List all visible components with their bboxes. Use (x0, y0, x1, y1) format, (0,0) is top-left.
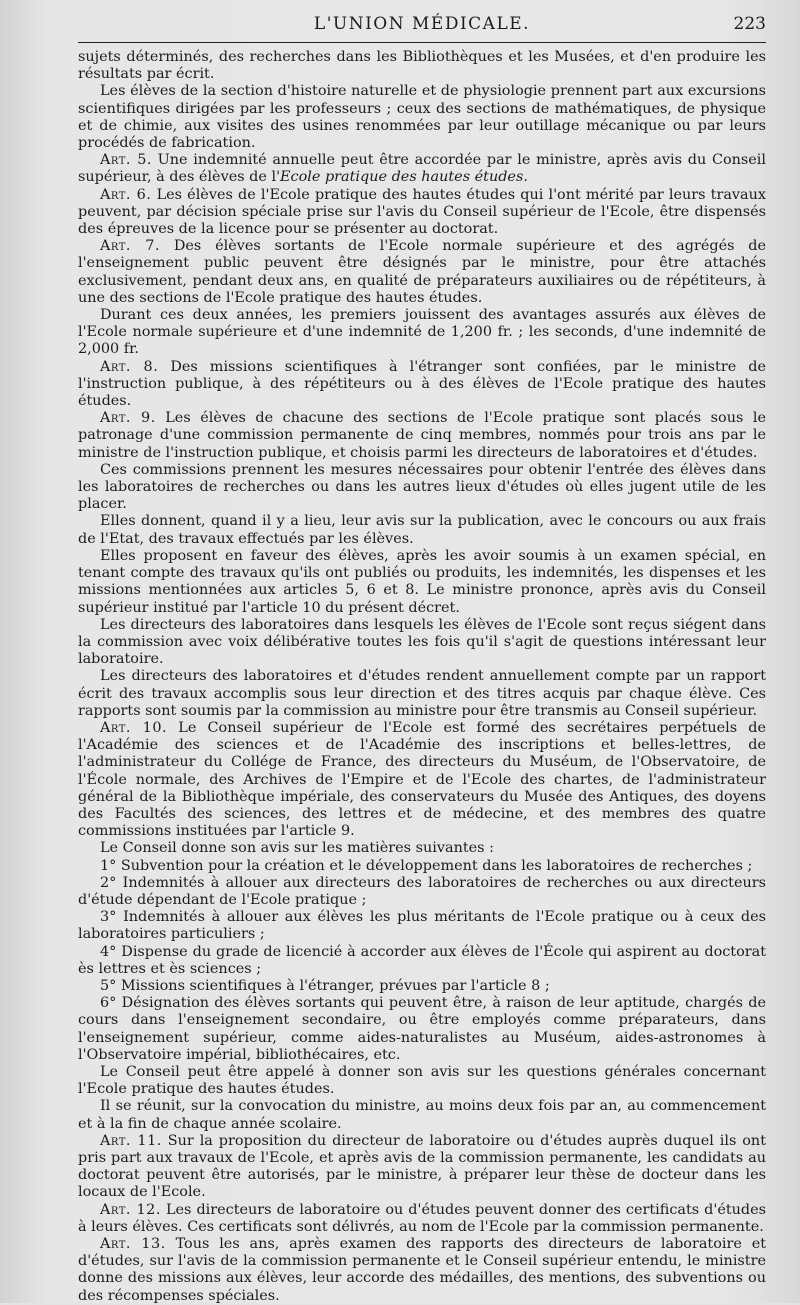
paragraph (78, 617, 766, 669)
page-header (78, 8, 766, 38)
article-label: Art. 11. (100, 1132, 162, 1149)
paragraph-text: Ces commissions prennent les mesures nécessaires pour obtenir l'entrée des élèves dans les laboratoires de recherches ou dans les autres lieux d'études où elles jugent utile de les placer. (78, 461, 766, 513)
paragraph (78, 909, 766, 943)
paragraph (78, 875, 766, 909)
paragraph-text: 3° Indemnités à allouer aux élèves les plus méritants de l'Ecole pratique ou à ceux des laboratoires particuliers ; (78, 909, 766, 943)
paragraph (78, 944, 766, 978)
paragraph (78, 49, 766, 83)
paragraph-text: Des élèves sortants de l'Ecole normale supérieure et des agrégés de l'enseignement public peuvent être désignés par le ministre, pour être attachés exclusivement, pendant deux ans, en qualité de préparateurs auxiliaires ou de répétiteurs, à une des sections de l'Ecole pratique des hautes études. (78, 238, 766, 306)
paragraph-text: Le Conseil donne son avis sur les matières suivantes : (100, 840, 494, 857)
paragraph (78, 238, 766, 307)
paragraph-text: Elles proposent en faveur des élèves, après les avoir soumis à un examen spécial, en tenant compte des travaux qu'ils ont publiés ou produits, les indemnités, les dispenses et les missions mentionnées aux articles 5, 6 et 8. Le ministre prononce, après avis du Conseil supérieur institué par l'article 10 du présent décret. (78, 547, 766, 616)
paragraph (78, 83, 766, 152)
paragraph-text: 6° Désignation des élèves sortants qui peuvent être, à raison de leur aptitude, chargés de cours dans l'enseignement secondaire, ou être employés comme préparateurs, dans l'enseignement supérieur, comme aides-naturalistes au Muséum, aides-astronomes à l'Observatoire impérial, bibliothécaires, etc. (78, 995, 766, 1063)
paragraph-text: Les élèves de la section d'histoire naturelle et de physiologie prennent part aux excursions scientifiques dirigées par les professeurs ; ceux des sections de mathématiques, de physique et de chimie, aux visites des usines renommées par leur outillage mécanique ou par leurs procédés de fabrication. (78, 83, 766, 152)
paragraph (78, 858, 766, 875)
paragraph-text: Les élèves de l'Ecole pratique des hautes études qui l'ont mérité par leurs travaux peuvent, par décision spéciale prise sur l'avis du Conseil supérieur de l'Ecole, être dispensés des épreuves de la licence pour se présenter au doctorat. (78, 186, 767, 238)
paragraph-text: Les élèves de chacune des sections de l'Ecole pratique sont placés sous le patronage d'une commission permanente de cinq membres, nommés pour trois ans par le ministre de l'instruction publique, et choisis parmi les directeurs de laboratoires et d'études. (78, 410, 766, 461)
paragraph-text: sujets déterminés, des recherches dans les Bibliothèques et les Musées, et d'en produire les résultats par écrit. (78, 49, 766, 83)
italic-title: Ecole pratique des hautes études. (280, 169, 528, 186)
paragraph (78, 1236, 766, 1305)
article-label: Art. 10. (100, 719, 168, 736)
paragraph-text: Elles donnent, quand il y a lieu, leur avis sur la publication, avec le concours ou aux frais de l'Etat, des travaux effectués par les élèves. (78, 513, 766, 547)
running-title: L'UNION MÉDICALE. (313, 14, 531, 34)
paragraph-text: 5° Missions scientifiques à l'étranger, prévues par l'article 8 ; (100, 977, 550, 994)
paragraph (78, 720, 766, 840)
paragraph (78, 513, 766, 547)
paragraph-text: Le Conseil peut être appelé à donner son avis sur les questions générales concernant l'Ecole pratique des hautes études. (78, 1063, 766, 1098)
paragraph (78, 152, 766, 186)
paragraph-text: Une indemnité annuelle peut être accordée par le ministre, après avis du Conseil supérieur, à des élèves de l' (78, 152, 766, 186)
paragraph-text: Durant ces deux années, les premiers jouissent des avantages assurés aux élèves de l'Ecole normale supérieure et d'une indemnité de 1,200 fr. ; les seconds, d'une indemnité de 2,000 fr. (78, 307, 766, 358)
paragraph-text: 4° Dispense du grade de licencié à accorder aux élèves de l'École qui aspirent au doctorat ès lettres et ès sciences ; (78, 943, 766, 977)
article-label: Art. 13. (100, 1236, 166, 1253)
header-rule (78, 42, 766, 43)
page-number: 223 (733, 14, 766, 34)
paragraph (78, 1098, 766, 1132)
body-text (78, 49, 766, 1305)
paragraph (78, 840, 766, 857)
article-label: Art. 8. (100, 358, 159, 375)
paragraph (78, 1064, 766, 1098)
paragraph-text: Les directeurs de laboratoire ou d'études peuvent donner des certificats d'études à leurs élèves. Ces certificats sont délivrés, au nom de l'Ecole par la commission permanente. (78, 1201, 767, 1235)
paragraph (78, 307, 766, 359)
paragraph (78, 548, 766, 617)
paragraph-text: 2° Indemnités à allouer aux directeurs des laboratoires de recherches ou aux directeurs d'étude dépendant de l'Ecole pratique ; (78, 874, 766, 908)
article-label: Art. 12. (100, 1201, 161, 1218)
paragraph-text: Tous les ans, après examen des rapports des directeurs de laboratoire et d'études, sur l'avis de la commission permanente et le Conseil supérieur entendu, le ministre donne des missions aux élèves, leur accorde des médailles, des mentions, des subventions ou des récompenses spéciales. (78, 1236, 766, 1304)
paragraph (78, 359, 766, 411)
article-label: Art. 5. (100, 152, 152, 169)
paragraph (78, 995, 766, 1064)
paragraph-text: Il se réunit, sur la convocation du ministre, au moins deux fois par an, au commencement et à la fin de chaque année scolaire. (78, 1098, 766, 1132)
paragraph (78, 1202, 766, 1236)
paragraph-text: Le Conseil supérieur de l'Ecole est formé des secrétaires perpétuels de l'Académie des sciences et de l'Académie des inscriptions et belles-lettres, de l'administrateur du Collége de France, des directeurs du Muséum, de l'Observatoire, de l'École normale, des Archives de l'Empire et de l'Ecole des chartes, de l'administrateur général de la Bibliothèque impériale, des conservateurs du Musée des Antiques, des doyens des Facultés des sciences, des lettres et de médecine, et des membres des quatre commissions instituées par l'article 9. (78, 719, 767, 840)
paragraph-text: 1° Subvention pour la création et le développement dans les laboratoires de recherches ; (100, 857, 753, 874)
paragraph-text: Des missions scientifiques à l'étranger sont confiées, par le ministre de l'instruction publique, à des répétiteurs ou à des élèves de l'Ecole pratique des hautes études. (78, 358, 766, 410)
paragraph (78, 978, 766, 995)
paragraph (78, 187, 766, 239)
paragraph (78, 462, 766, 514)
article-label: Art. 6. (100, 186, 152, 203)
paragraph (78, 1133, 766, 1202)
paragraph-text: Les directeurs des laboratoires dans lesquels les élèves de l'Ecole sont reçus siégent dans la commission avec voix délibérative toutes les fois qu'il s'agit de questions intéressant leur laboratoire. (78, 616, 766, 668)
article-label: Art. 9. (100, 410, 156, 427)
paragraph (78, 668, 766, 720)
article-label: Art. 7. (100, 238, 161, 255)
paragraph-text: Les directeurs des laboratoires et d'études rendent annuellement compte par un rapport écrit des travaux accomplis sous leur direction et des titres acquis par chaque élève. Ces rapports sont soumis par la commission au ministre pour être transmis au Conseil supérieur. (78, 668, 766, 719)
paragraph-text: Sur la proposition du directeur de laboratoire ou d'études auprès duquel ils ont pris part aux travaux de l'Ecole, et après avis de la commission permanente, les candidats au doctorat peuvent être autorisés, par le ministre, à préparer leur thèse de docteur dans les locaux de l'Ecole. (78, 1132, 766, 1201)
paragraph (78, 410, 766, 462)
